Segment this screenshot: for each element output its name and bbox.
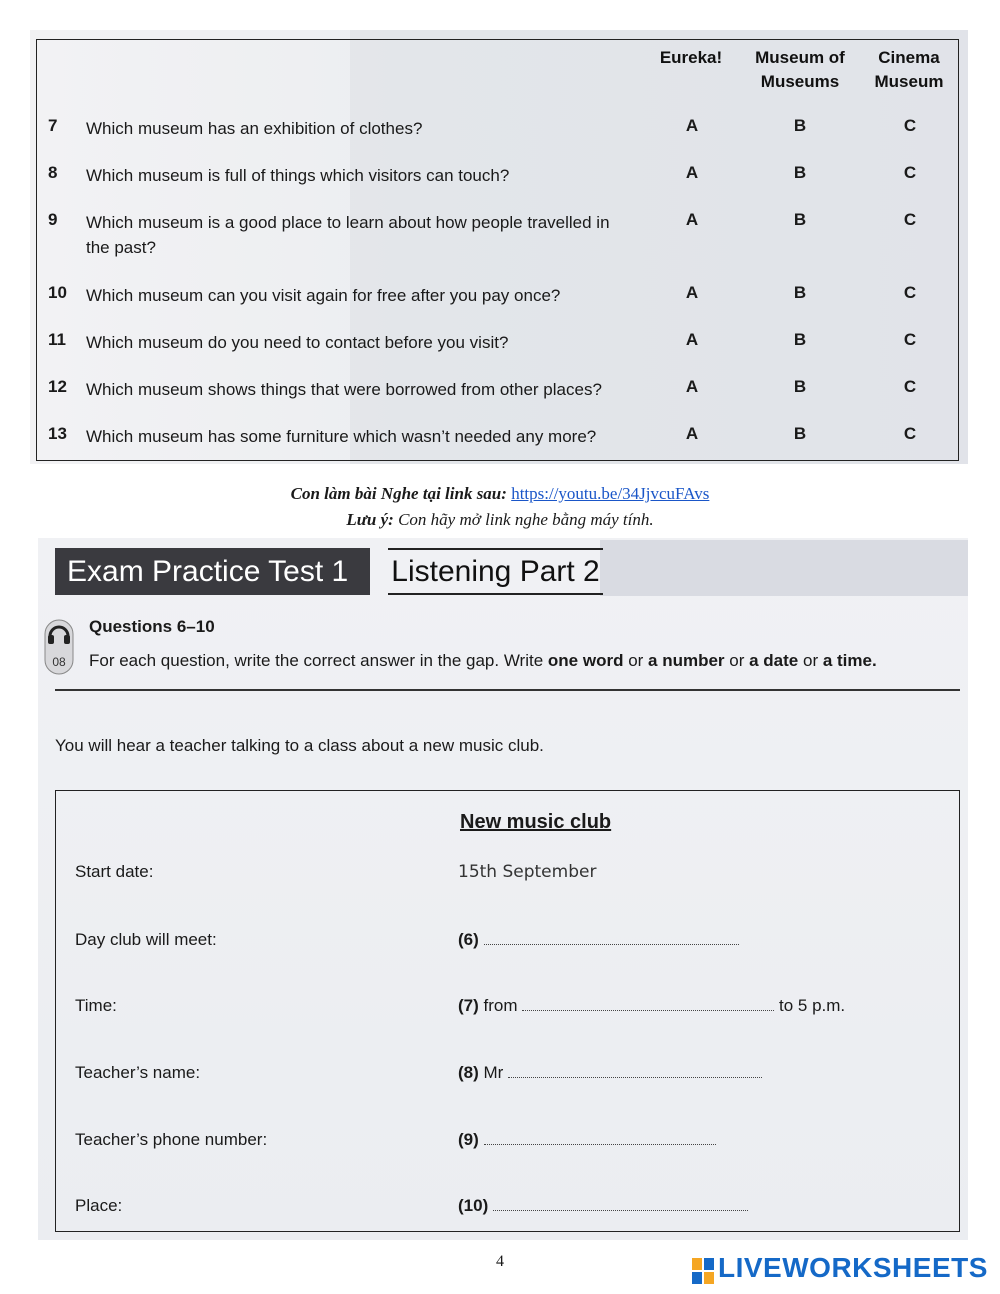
- field-label-teacher-name: Teacher’s name:: [75, 1063, 201, 1082]
- question-number: 7: [48, 116, 58, 135]
- question-text: Which museum is a good place to learn about how people travelled in the past?: [86, 213, 610, 257]
- question-text: Which museum shows things that were borrowed from other places?: [86, 380, 602, 399]
- listening-part-title: Listening Part 2: [388, 548, 603, 595]
- column-header-cinema-museum: Cinema Museum: [874, 48, 944, 91]
- question-number: 9: [48, 210, 58, 229]
- option-c[interactable]: C: [903, 210, 917, 229]
- option-b[interactable]: B: [793, 377, 807, 396]
- field-label-phone: Teacher’s phone number:: [75, 1130, 268, 1149]
- track-number: 08: [52, 655, 66, 669]
- link-prefix: Con làm bài Nghe tại link sau:: [290, 484, 507, 503]
- option-b[interactable]: B: [793, 116, 807, 135]
- note-text: Con hãy mở link nghe bằng máy tính.: [398, 510, 654, 529]
- field-label-time: Time:: [75, 996, 117, 1015]
- question-number: 10: [48, 283, 67, 302]
- answer-7[interactable]: (7) from to 5 p.m.: [458, 996, 846, 1015]
- field-label-day: Day club will meet:: [75, 930, 217, 949]
- option-a[interactable]: A: [685, 163, 699, 182]
- exam-title: Exam Practice Test 1: [55, 548, 370, 595]
- question-number: 13: [48, 424, 67, 443]
- field-value-start-date: 15th September: [458, 862, 597, 882]
- option-b[interactable]: B: [793, 330, 807, 349]
- option-b[interactable]: B: [793, 210, 807, 229]
- question-text: Which museum has an exhibition of clothes?: [86, 119, 423, 138]
- question-text: Which museum can you visit again for free after you pay once?: [86, 286, 561, 305]
- instruction-text: For each question, write the correct answer in the gap. Write one word or a number or a date or a time.: [89, 651, 877, 670]
- answer-9[interactable]: (9): [458, 1130, 716, 1150]
- divider: [55, 689, 960, 691]
- option-c[interactable]: C: [903, 283, 917, 302]
- option-c[interactable]: C: [903, 377, 917, 396]
- option-a[interactable]: A: [685, 283, 699, 302]
- option-c[interactable]: C: [903, 163, 917, 182]
- option-b[interactable]: B: [793, 424, 807, 443]
- answer-10[interactable]: (10): [458, 1196, 748, 1216]
- question-text: Which museum is full of things which visitors can touch?: [86, 166, 510, 185]
- option-a[interactable]: A: [685, 210, 699, 229]
- note-line: [0, 510, 1000, 530]
- option-b[interactable]: B: [793, 283, 807, 302]
- question-text: Which museum do you need to contact before you visit?: [86, 333, 509, 352]
- option-c[interactable]: C: [903, 424, 917, 443]
- liveworksheets-logo-icon: [692, 1256, 714, 1286]
- form-title: New music club: [460, 811, 612, 833]
- question-number: 12: [48, 377, 67, 396]
- listening-link-line: [0, 484, 1000, 504]
- question-text: Which museum has some furniture which wasn’t needed any more?: [86, 427, 597, 446]
- option-a[interactable]: A: [685, 424, 699, 443]
- question-number: 8: [48, 163, 58, 182]
- question-number: 11: [48, 330, 66, 349]
- option-c[interactable]: C: [903, 116, 917, 135]
- youtube-link[interactable]: https://youtu.be/34JjvcuFAvs: [511, 484, 710, 503]
- option-a[interactable]: A: [685, 330, 699, 349]
- intro-text: You will hear a teacher talking to a class about a new music club.: [55, 736, 544, 755]
- column-header-museum-of-museums: Museum of Museums: [755, 48, 845, 91]
- liveworksheets-brand[interactable]: LIVEWORKSHEETS: [718, 1252, 988, 1283]
- headphone-icon: [44, 618, 74, 676]
- option-c[interactable]: C: [903, 330, 917, 349]
- option-a[interactable]: A: [685, 116, 699, 135]
- faded-header-bar: [600, 540, 968, 596]
- answer-8[interactable]: (8) Mr: [458, 1063, 762, 1083]
- column-header-eureka: Eureka!: [659, 48, 723, 67]
- field-label-place: Place:: [75, 1196, 123, 1215]
- answer-6[interactable]: (6): [458, 930, 739, 950]
- questions-label: Questions 6–10: [89, 617, 215, 636]
- field-label-start-date: Start date:: [75, 862, 154, 881]
- option-a[interactable]: A: [685, 377, 699, 396]
- note-label: Lưu ý:: [346, 510, 394, 529]
- option-b[interactable]: B: [793, 163, 807, 182]
- page-number: 4: [496, 1253, 504, 1270]
